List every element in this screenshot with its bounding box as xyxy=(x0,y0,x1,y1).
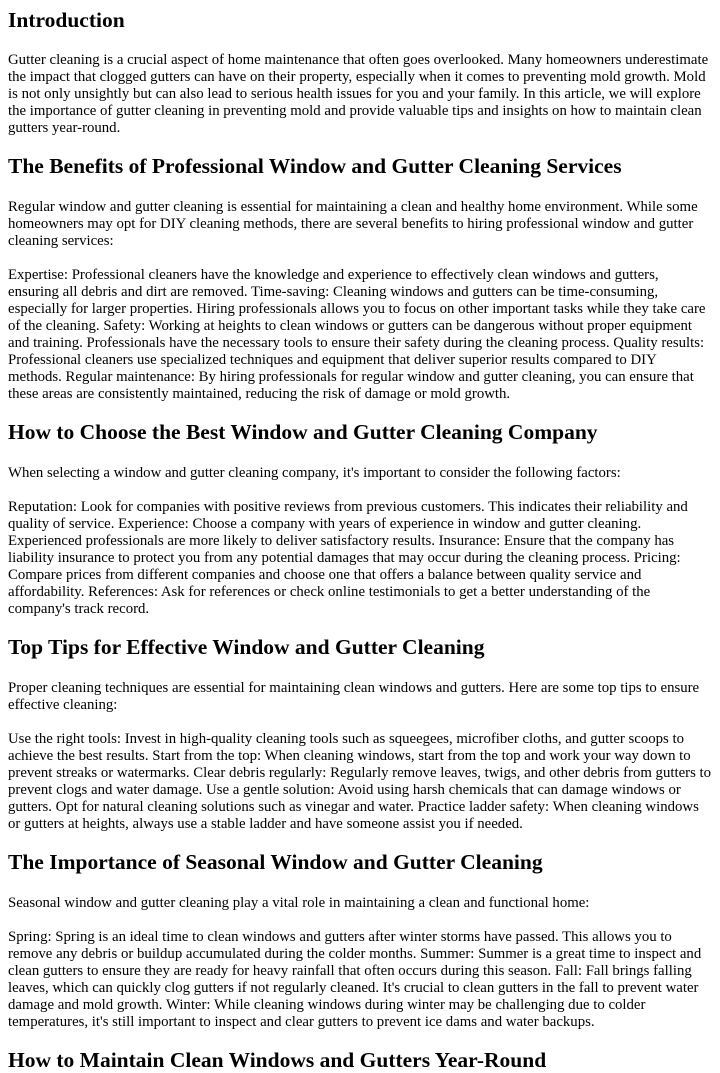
section-heading: The Importance of Seasonal Window and Gutter Cleaning xyxy=(8,850,543,874)
section-benefits xyxy=(8,153,712,403)
section-heading: The Benefits of Professional Window and Gutter Cleaning Services xyxy=(8,154,622,178)
section-seasonal-cleaning xyxy=(8,849,712,1031)
section-paragraph: Proper cleaning techniques are essential for maintaining clean windows and gutters. Here are some top tips to ensure effective cleaning: xyxy=(8,680,700,713)
section-heading: How to Choose the Best Window and Gutter Cleaning Company xyxy=(8,420,598,444)
section-paragraph: Expertise: Professional cleaners have the knowledge and experience to effectively clean windows and gutters, ensuring all debris and dirt are removed. Time-saving: Cleaning windows and gutters can be time-consuming, especially for larger properties. Hiring professionals allows you to focus on other important tasks while they take care of the cleaning. Safety: Working at heights to clean windows or gutters can be dangerous without proper equipment and training. Professionals have the necessary tools to ensure their safety during the cleaning process. Quality results: Professional cleaners use specialized techniques and equipment that deliver superior results compared to DIY methods. Regular maintenance: By hiring professionals for regular window and gutter cleaning, you can ensure that these areas are consistently maintained, reducing the risk of damage or mold growth. xyxy=(8,267,706,402)
section-paragraph: Regular window and gutter cleaning is essential for maintaining a clean and healthy home environment. While some homeowners may opt for DIY cleaning methods, there are several benefits to hiring professional window and gutter cleaning services: xyxy=(8,199,698,249)
section-paragraph: Use the right tools: Invest in high-quality cleaning tools such as squeegees, microfiber cloths, and gutter scoops to achieve the best results. Start from the top: When cleaning windows, start from the top and work your way down to prevent streaks or watermarks. Clear debris regularly: Regularly remove leaves, twigs, and other debris from gutters to prevent clogs and water damage. Use a gentle solution: Avoid using harsh chemicals that can damage windows or gutters. Opt for natural cleaning solutions such as vinegar and water. Practice ladder safety: When cleaning windows or gutters at heights, always use a stable ladder and have someone assist you if needed. xyxy=(8,731,712,832)
section-heading: How to Maintain Clean Windows and Gutters Year-Round xyxy=(8,1048,547,1072)
section-choose-company xyxy=(8,419,712,618)
section-introduction xyxy=(8,7,712,137)
article xyxy=(0,7,720,1073)
section-paragraph: When selecting a window and gutter cleaning company, it's important to consider the following factors: xyxy=(8,465,621,481)
section-paragraph: Gutter cleaning is a crucial aspect of home maintenance that often goes overlooked. Many homeowners underestimate the impact that clogged gutters can have on their property, especially when it comes to preventing mold growth. Mold is not only unsightly but can also lead to serious health issues for you and your family. In this article, we will explore the importance of gutter cleaning in preventing mold and provide valuable tips and insights on how to maintain clean gutters year-round. xyxy=(8,52,709,136)
section-year-round xyxy=(8,1047,712,1073)
section-top-tips xyxy=(8,634,712,833)
section-paragraph: Reputation: Look for companies with positive reviews from previous customers. This indicates their reliability and quality of service. Experience: Choose a company with years of experience in window and gutter cleaning. Experienced professionals are more likely to deliver satisfactory results. Insurance: Ensure that the company has liability insurance to protect you from any potential damages that may occur during the cleaning process. Pricing: Compare prices from different companies and choose one that offers a balance between quality service and affordability. References: Ask for references or check online testimonials to get a better understanding of the company's track record. xyxy=(8,499,688,617)
section-paragraph: Spring: Spring is an ideal time to clean windows and gutters after winter storms have passed. This allows you to remove any debris or buildup accumulated during the colder months. Summer: Summer is a great time to inspect and clean gutters to ensure they are ready for heavy rainfall that often occurs during this season. Fall: Fall brings falling leaves, which can quickly clog gutters if not regularly cleaned. It's crucial to clean gutters in the fall to prevent water damage and mold growth. Winter: While cleaning windows during winter may be challenging due to colder temperatures, it's still important to inspect and clear gutters to prevent ice dams and water backups. xyxy=(8,929,702,1030)
section-paragraph: Seasonal window and gutter cleaning play a vital role in maintaining a clean and functional home: xyxy=(8,895,590,911)
section-heading: Introduction xyxy=(8,8,125,32)
section-heading: Top Tips for Effective Window and Gutter Cleaning xyxy=(8,635,485,659)
